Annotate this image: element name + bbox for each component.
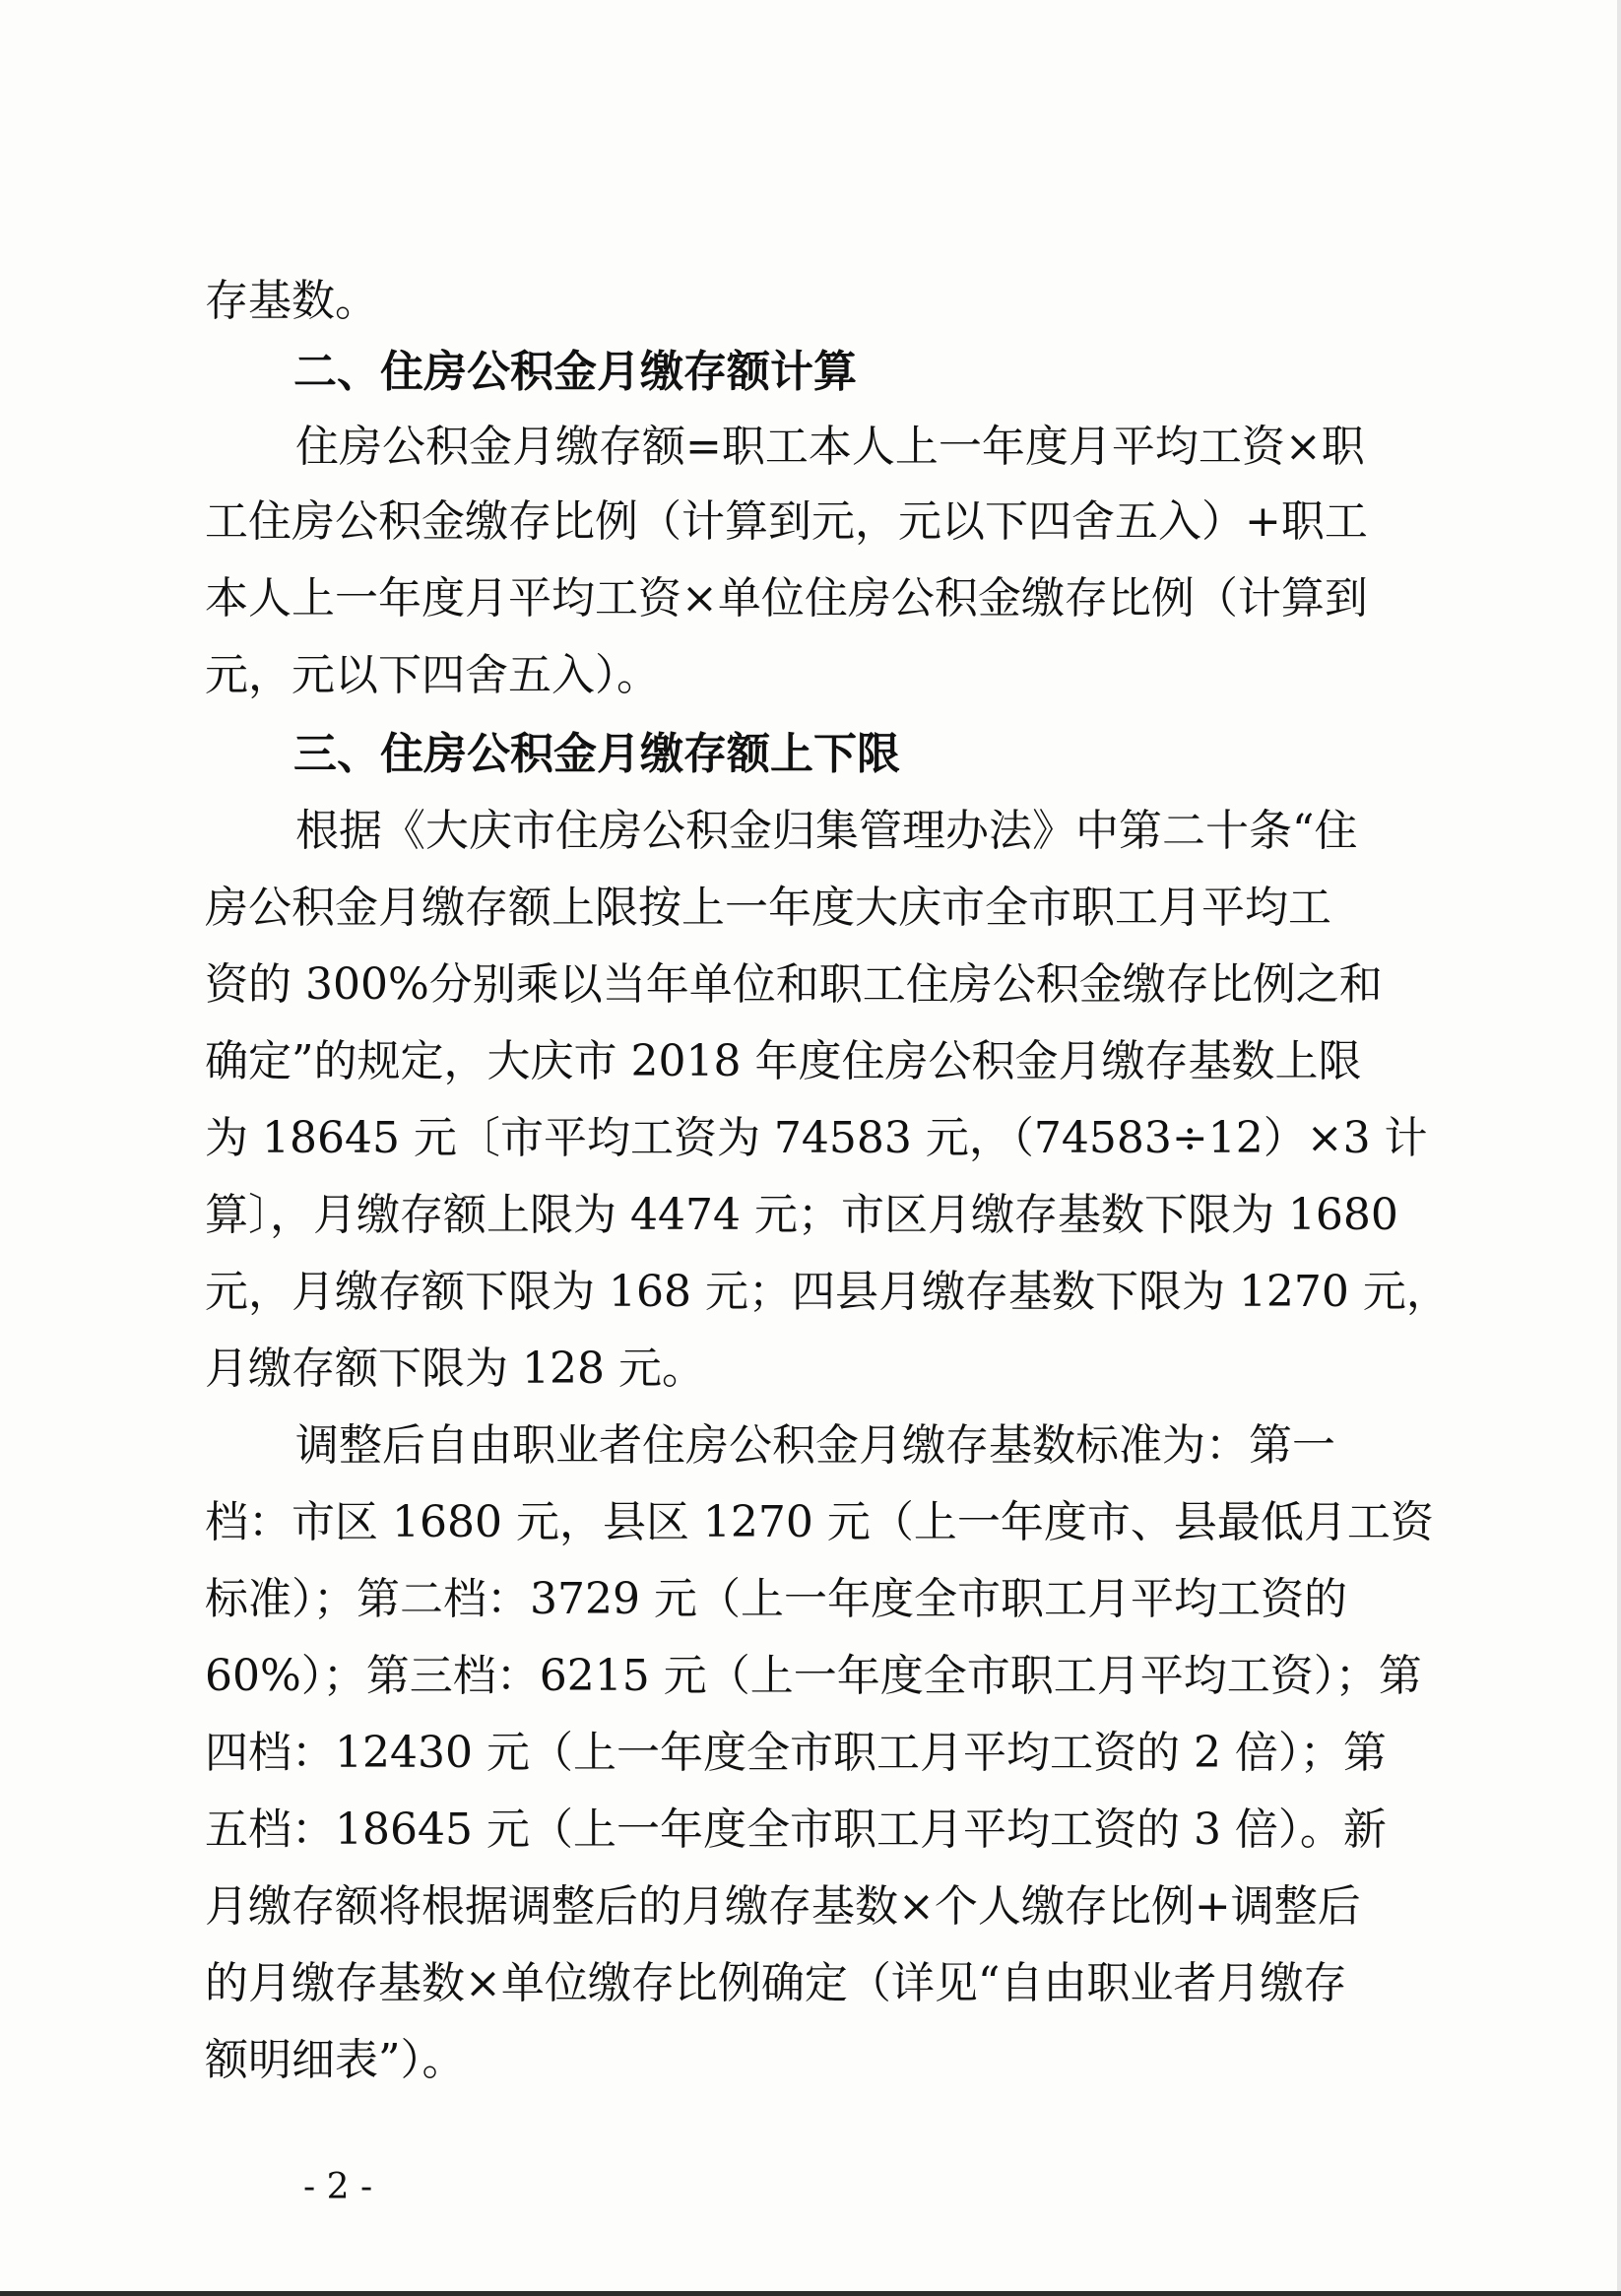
paragraph-line: 五档：18645 元（上一年度全市职工月平均工资的 3 倍）。新	[205, 1804, 1387, 1855]
paragraph-line: 额明细表”）。	[205, 2035, 466, 2085]
paragraph-line: 资的 300%分别乘以当年单位和职工住房公积金缴存比例之和	[205, 959, 1383, 1010]
paragraph-line: 存基数。	[205, 276, 378, 326]
paragraph-line: 调整后自由职业者住房公积金月缴存基数标准为：第一	[295, 1420, 1335, 1471]
scan-edge	[1617, 0, 1621, 2296]
paragraph-line: 工住房公积金缴存比例（计算到元，元以下四舍五入）+职工	[205, 496, 1368, 547]
scan-bottom-border	[0, 2291, 1621, 2296]
paragraph-line: 本人上一年度月平均工资×单位住房公积金缴存比例（计算到	[205, 573, 1368, 623]
paragraph-line: 为 18645 元〔市平均工资为 74583 元，（74583÷12）×3 计	[205, 1113, 1428, 1163]
paragraph-line: 60%）；第三档：6215 元（上一年度全市职工月平均工资）；第	[205, 1651, 1422, 1701]
paragraph-line: 住房公积金月缴存额=职工本人上一年度月平均工资×职	[295, 422, 1365, 472]
paragraph-line: 算〕，月缴存额上限为 4474 元；市区月缴存基数下限为 1680	[205, 1190, 1398, 1240]
paragraph-line: 房公积金月缴存额上限按上一年度大庆市全市职工月平均工	[205, 883, 1331, 933]
paragraph-line: 确定”的规定，大庆市 2018 年度住房公积金月缴存基数上限	[205, 1036, 1362, 1086]
paragraph-line: 标准）；第二档：3729 元（上一年度全市职工月平均工资的	[205, 1574, 1347, 1624]
paragraph-line: 四档：12430 元（上一年度全市职工月平均工资的 2 倍）；第	[205, 1728, 1387, 1778]
paragraph-line: 档：市区 1680 元，县区 1270 元（上一年度市、县最低月工资	[205, 1497, 1434, 1547]
paragraph-line: 元，元以下四舍五入）。	[205, 650, 660, 700]
paragraph-line: 根据《大庆市住房公积金归集管理办法》中第二十条“住	[295, 806, 1358, 856]
page-number: - 2 -	[303, 2167, 373, 2207]
section-heading: 三、住房公积金月缴存额上下限	[293, 729, 900, 779]
paragraph-line: 月缴存额将根据调整后的月缴存基数×个人缴存比例+调整后	[205, 1881, 1361, 1932]
section-heading: 二、住房公积金月缴存额计算	[293, 347, 857, 397]
paragraph-line: 的月缴存基数×单位缴存比例确定（详见“自由职业者月缴存	[205, 1958, 1347, 2008]
paragraph-line: 元，月缴存额下限为 168 元；四县月缴存基数下限为 1270 元，	[205, 1267, 1450, 1317]
paragraph-line: 月缴存额下限为 128 元。	[205, 1344, 705, 1394]
